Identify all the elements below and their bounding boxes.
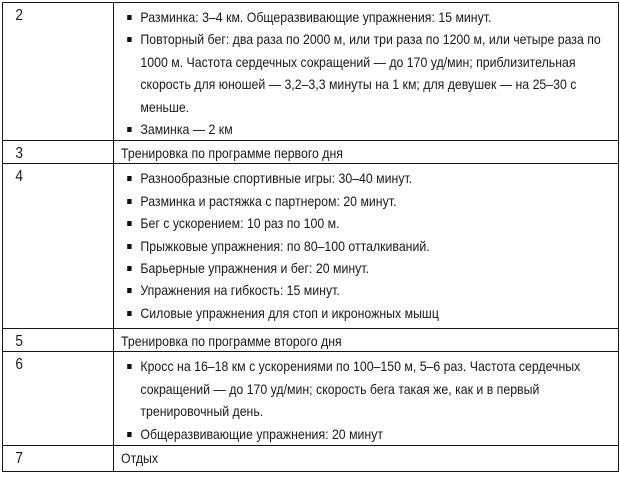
day-number: 7 — [15, 450, 23, 468]
description-cell — [114, 164, 619, 329]
description-cell — [114, 352, 619, 446]
day-cell — [3, 141, 114, 164]
table-row-day-6 — [3, 352, 619, 446]
description-cell — [114, 3, 619, 141]
list-item — [114, 167, 614, 189]
day-number: 5 — [15, 333, 23, 351]
description-cell — [114, 141, 619, 164]
day-number: 3 — [15, 145, 23, 163]
bullet-text: Упражнения на гибкость: 15 минут. — [140, 282, 340, 299]
bullet-square-icon — [127, 176, 131, 181]
bullet-text: Заминка — 2 км — [140, 121, 233, 138]
table-row-day-3 — [3, 141, 619, 164]
list-item — [114, 279, 614, 301]
bullet-text: Разнообразные спортивные игры: 30–40 минут. — [140, 170, 413, 187]
day-cell — [3, 446, 114, 472]
day-number: 4 — [15, 168, 23, 186]
bullet-square-icon — [127, 37, 131, 42]
bullet-text: Общеразвивающие упражнения: 20 минут — [140, 425, 384, 442]
bullet-text: Прыжковые упражнения: по 80–100 отталкиваний. — [140, 237, 430, 254]
list-item — [114, 302, 614, 324]
day-cell — [3, 352, 114, 446]
day-cell — [3, 3, 114, 141]
list-item — [114, 190, 614, 212]
list-item — [114, 118, 614, 140]
day-cell — [3, 329, 114, 352]
bullet-square-icon — [127, 199, 131, 204]
bullet-square-icon — [127, 364, 131, 369]
list-item — [114, 28, 614, 118]
bullet-text: Разминка и растяжка с партнером: 20 минут. — [140, 192, 397, 209]
bullet-square-icon — [127, 432, 131, 437]
bullet-square-icon — [127, 221, 131, 226]
table-row-day-7 — [3, 446, 619, 472]
description-cell — [114, 446, 619, 472]
bullet-square-icon — [127, 15, 131, 20]
day-number: 2 — [15, 7, 23, 24]
bullet-text: Кросс на 16–18 км с ускорениями по 100–150 м, 5–6 раз. Частота сердечных сокращений — до 170 уд/мин; скорость бега такая же, как и в первый тренировочный день. — [140, 358, 581, 420]
bullet-square-icon — [127, 266, 131, 271]
bullet-text: Силовые упражнения для стоп и икроножных мышц — [140, 304, 439, 321]
description-text: Тренировка по программе второго дня — [121, 333, 342, 350]
day-cell — [3, 164, 114, 329]
description-cell — [114, 329, 619, 352]
bullet-square-icon — [127, 288, 131, 293]
list-item — [114, 423, 614, 445]
list-item — [114, 257, 614, 279]
bullet-square-icon — [127, 311, 131, 316]
bullet-text: Барьерные упражнения и бег: 20 минут. — [140, 260, 370, 277]
bullet-square-icon — [127, 127, 131, 132]
bullet-text: Повторный бег: два раза по 2000 м, или три раза по 1200 м, или четыре раза по 1000 м. Частота сердечных сокращений — до 170 уд/мин; приблизительная скорость для юношей — 3,2–3,3 минуты на 1 км; для девушек — на 25–30 с меньше. — [140, 31, 601, 115]
list-item — [114, 6, 614, 28]
training-schedule-table — [2, 2, 619, 472]
bullet-list — [114, 164, 618, 324]
table-row-day-5 — [3, 329, 619, 352]
list-item — [114, 212, 614, 234]
description-text: Отдых — [121, 450, 159, 467]
day-number: 6 — [15, 356, 23, 374]
table-row-day-4 — [3, 164, 619, 329]
bullet-list — [114, 352, 618, 445]
bullet-list — [114, 3, 618, 140]
description-text: Тренировка по программе первого дня — [121, 145, 343, 162]
bullet-text: Разминка: 3–4 км. Общеразвивающие упражнения: 15 минут. — [140, 9, 492, 25]
bullet-text: Бег с ускорением: 10 раз по 100 м. — [140, 215, 340, 232]
table-row-day-2 — [3, 3, 619, 141]
list-item — [114, 355, 614, 422]
list-item — [114, 235, 614, 257]
bullet-square-icon — [127, 244, 131, 249]
